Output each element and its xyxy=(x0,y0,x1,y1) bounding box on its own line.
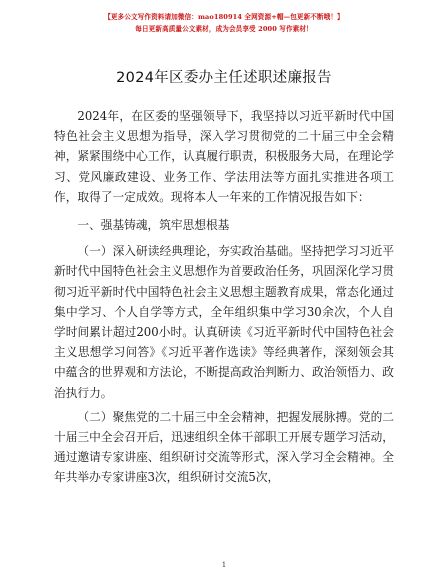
intro-paragraph: 2024年，在区委的坚强领导下，我坚持以习近平新时代中国特色社会主义思想为指导，深入学习贯彻党的二十届三中全会精神，紧紧围绕中心工作，认真履行职责，积极服务大局，在理论学习、党风廉政建设、业务工作、学法用法等方面扎实推进各项工作，取得了一定成效。现将本人一年来的工作情况报告如下： xyxy=(54,109,394,204)
section-heading: 一、强基铸魂，筑牢思想根基 xyxy=(77,218,230,233)
promo-banner-line-2: 每日更新高质量公文素材，成为会员享受 2000 写作素材！ xyxy=(135,25,313,33)
document-body xyxy=(54,106,394,488)
promo-banner-line-1: 【更多公文写作资料请加微信：mao180914 全网资源+帽—包更新不断哦！】 xyxy=(104,13,344,21)
document-title: 2024年区委办主任述职述廉报告 xyxy=(116,70,332,86)
page-number: 1 xyxy=(221,561,227,569)
subsection-paragraph: （一）深入研读经典理论，夯实政治基础。坚持把学习习近平新时代中国特色社会主义思想作为首要政治任务，巩固深化学习贯彻习近平新时代中国特色社会主义思想主题教育成果，常态化通过集中学习、个人自学等方式，全年组织集中学习30余次，个人自学时间累计超过200小时。认真研读《习近平新时代中国特色社会主义思想学习问答》《习近平著作选读》等经典著作，深刻领会其中蕴含的世界观和方法论，不断提高政治判断力、政治领悟力、政治执行力。 xyxy=(54,244,394,400)
subsection-paragraph: （二）聚焦党的二十届三中全会精神，把握发展脉搏。党的二十届三中全会召开后，迅速组织全体干部职工开展专题学习活动，通过邀请专家讲座、组织研讨交流等形式，深入学习全会精神。全年共举办专家讲座3次，组织研讨交流5次， xyxy=(54,409,394,485)
